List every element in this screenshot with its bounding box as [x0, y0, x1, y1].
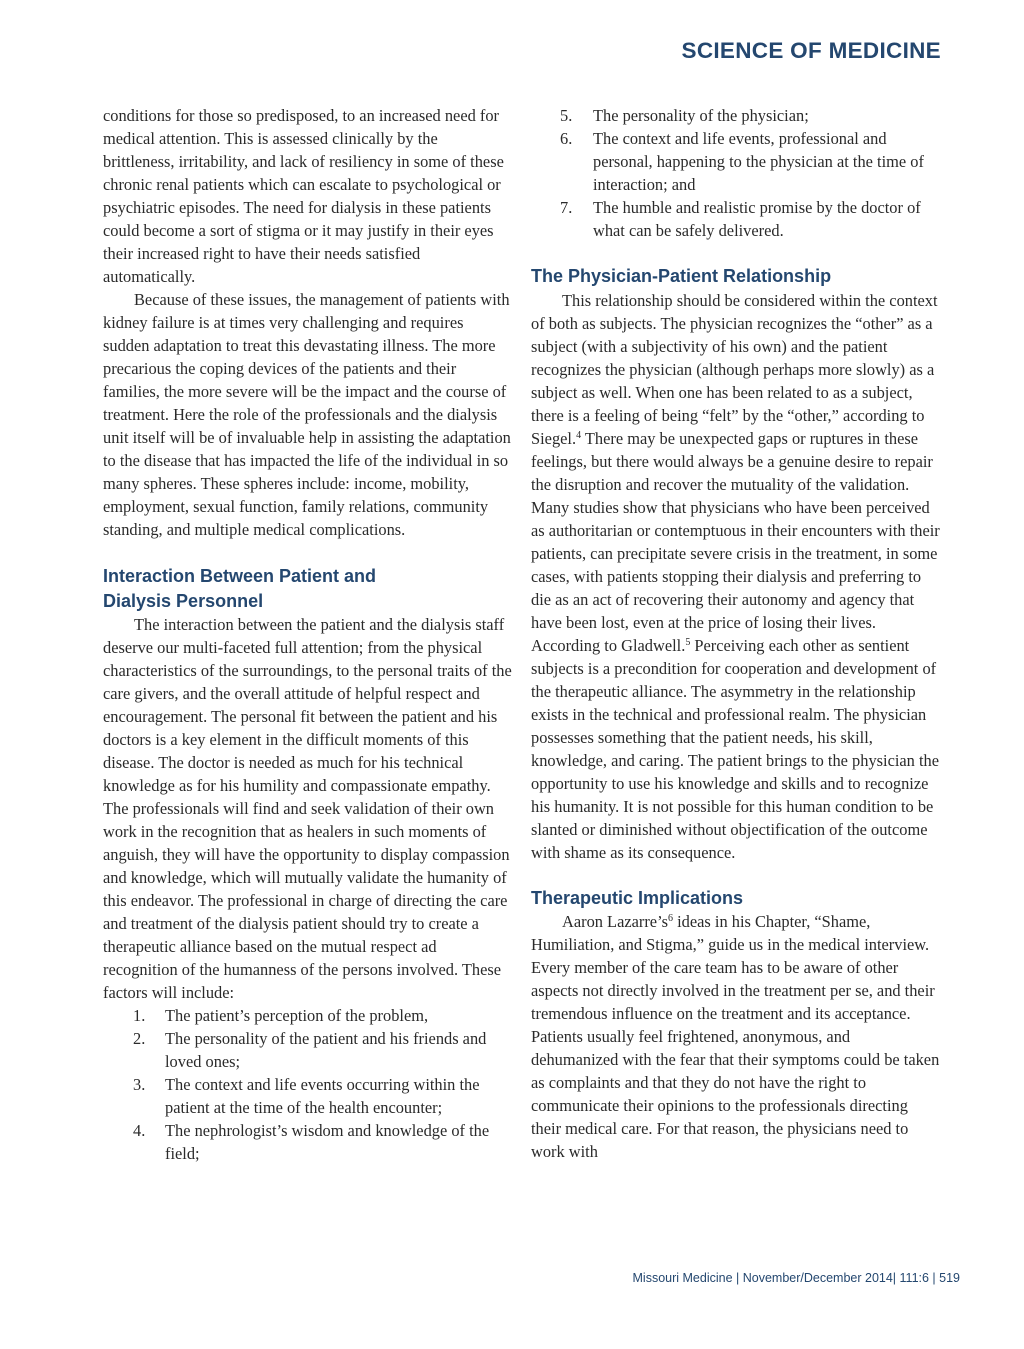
paragraph	[531, 289, 941, 864]
section-header: SCIENCE OF MEDICINE	[681, 38, 941, 63]
section-heading: The Physician-Patient Relationship	[531, 266, 832, 286]
paragraph	[531, 910, 941, 1163]
list-number: 6.	[560, 129, 573, 148]
paragraph: Because of these issues, the management of patients with kidney failure is at times very challenging and requires sudden adaptation to treat this devastating illness. The more precarious the coping devices of the patients and their families, the more severe will be the impact and the course of treatment. Here the role of the professionals and the dialysis unit itself will be of invaluable help in assisting the adaptation to the disease that has impacted the life of the individual in so many spheres. These spheres include: income, mobility, employment, sexual function, family relations, community standing, and multiple medical complications.	[103, 290, 511, 539]
section-heading: Therapeutic Implications	[531, 887, 744, 908]
section-heading: Interaction Between Patient and Dialysis Personnel	[103, 566, 377, 611]
footnote-ref: 4	[576, 429, 582, 441]
list-text: The patient’s perception of the problem,	[165, 1006, 429, 1025]
right-column	[531, 104, 941, 1163]
factor-list-continued	[531, 104, 941, 242]
paragraph-text: ideas in his Chapter, “Shame, Humiliation, and Stigma,” guide us in the medical interview. Every member of the care team has to be aware of other aspects not directly involved in the treatment per se, and their tremendous influence on the treatment and its acceptance. Patients usually feel frightened, anonymous, and dehumanized with the fear that their symptoms could be taken as complaints and that they do not have the right to communicate their opinions to the professionals directing their medical care. For that reason, the physicians need to work with	[531, 912, 940, 1161]
list-item	[103, 1119, 513, 1165]
list-text: The humble and realistic promise by the doctor of what can be safely delivered.	[593, 198, 921, 240]
list-number: 4.	[133, 1121, 146, 1140]
paragraph-text: This relationship should be considered within the context of both as subjects. The physician recognizes the “other” as a subject (with a subjectivity of his own) and the patient recognizes the physician (although perhaps more slowly) as a subject as well. When one has been related to as a subject, there is a feeling of being “felt” by the “other,” according to Siegel.	[531, 290, 938, 448]
list-item	[103, 1073, 513, 1119]
list-item	[103, 1004, 513, 1027]
list-number: 5.	[560, 106, 573, 125]
paragraph-text: Aaron Lazarre’s	[562, 912, 669, 931]
list-item	[531, 196, 941, 242]
list-number: 1.	[133, 1006, 146, 1025]
paragraph-text: Perceiving each other as sentient subjects is a precondition for cooperation and development of the therapeutic alliance. The asymmetry in the relationship exists in the technical and professional realm. The physician possesses something that the patient needs, his skill, knowledge, and caring. The patient brings to the physician the opportunity to use his knowledge and skills and to recognize his humanity. It is not possible for this human condition to be slanted or diminished without objectification of the outcome with shame as its consequence.	[531, 635, 939, 862]
list-text: The nephrologist’s wisdom and knowledge of the field;	[165, 1121, 490, 1163]
footnote-ref: 6	[668, 913, 674, 924]
list-item	[103, 1027, 513, 1073]
list-number: 3.	[133, 1075, 146, 1094]
paragraph: conditions for those so predisposed, to an increased need for medical attention. This is assessed clinically by the brittleness, irritability, and lack of resiliency in some of these chronic renal patients which can escalate to psychological or psychiatric episodes. The need for dialysis in these patients could become a sort of stigma or it may justify in their eyes their increased right to have their needs satisfied automatically.	[103, 106, 504, 286]
list-text: The context and life events, professional and personal, happening to the physician at the time of interaction; and	[593, 129, 924, 194]
left-column	[103, 104, 513, 1165]
list-number: 2.	[133, 1029, 146, 1048]
list-item	[531, 104, 941, 127]
list-text: The context and life events occurring within the patient at the time of the health encounter;	[165, 1075, 480, 1117]
list-number: 7.	[560, 198, 573, 217]
footnote-ref: 5	[685, 636, 691, 648]
page-footer: Missouri Medicine | November/December 2014| 111:6 | 519	[632, 1271, 960, 1285]
paragraph: The interaction between the patient and the dialysis staff deserve our multi-faceted full attention; from the physical characteristics of the surroundings, to the personal traits of the care givers, and the overall attitude of helpful respect and encouragement. The personal fit between the patient and his doctors is a key element in the difficult moments of this disease. The doctor is needed as much for his technical knowledge as for his humility and compassionate empathy. The professionals will find and seek validation of their own work in the recognition that as healers in such moments of anguish, they will have the opportunity to display compassion and knowledge, which will mutually validate the humanity of this endeavor. The professional in charge of directing the care and treatment of the dialysis patient should try to create a therapeutic alliance based on the mutual respect ad recognition of the humanness of the persons involved. These factors will include:	[103, 615, 512, 1002]
factor-list	[103, 1004, 513, 1165]
list-text: The personality of the physician;	[593, 106, 809, 125]
paragraph-text: There may be unexpected gaps or ruptures in these feelings, but there would always be a genuine desire to repair the disruption and recover the mutuality of the validation. Many studies show that physicians who have been perceived as authoritarian or contemptuous in their encounters with their patients, can precipitate severe crisis in the treatment, in some cases, with patients stopping their dialysis and preferring to die as an act of recovering their autonomy and agency that have been lost, even at the price of losing their lives. According to Gladwell.	[531, 428, 940, 655]
list-text: The personality of the patient and his friends and loved ones;	[165, 1029, 487, 1071]
list-item	[531, 127, 941, 196]
